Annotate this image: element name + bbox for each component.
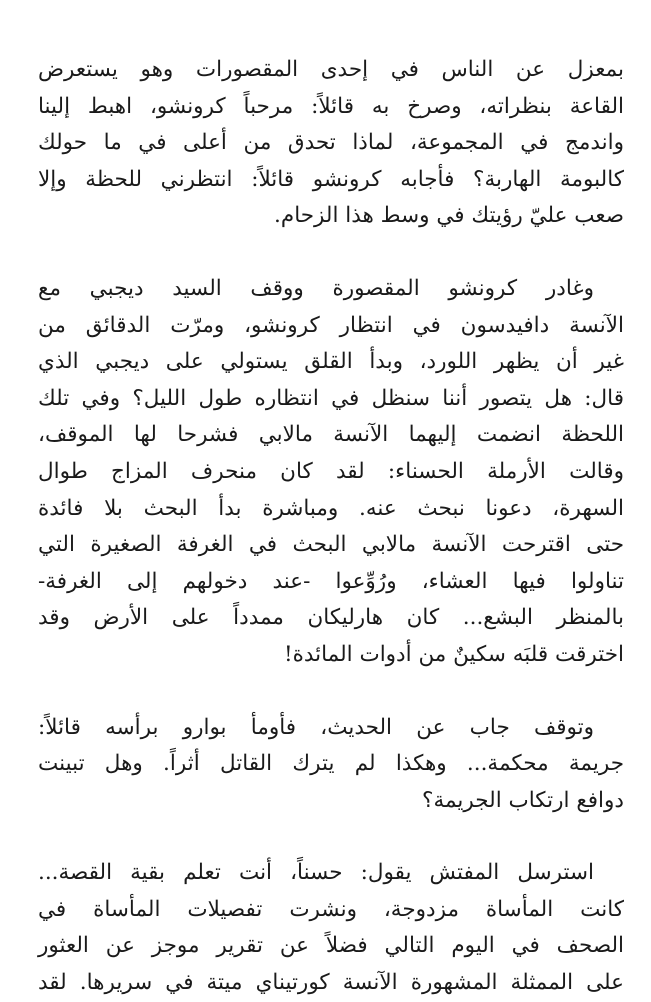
text-line: واندمج في المجموعة، لماذا تحدق من أعلى في ما حولك [38, 130, 624, 156]
text-line: الصحف في اليوم التالي فضلاً عن تقرير موجز عن العثور [38, 933, 624, 959]
paragraph-1 [38, 52, 624, 235]
text-line: وتوقف جاب عن الحديث، فأومأ بوارو برأسه قائلاً: [38, 714, 594, 740]
text-line: اخترقت قلبَه سكينٌ من أدوات المائدة! [283, 641, 624, 667]
text-line: القاعة بنظراته، وصرخ به قائلاً: مرحباً كرونشو، اهبط إلينا [38, 93, 624, 119]
paragraph-gap [38, 674, 624, 710]
text-line: بالمنظر البشع... كان هارليكان ممدداً على الأرض وقد [38, 605, 624, 631]
paragraph-gap [38, 235, 624, 271]
book-page [38, 52, 624, 1002]
text-line: بمعزل عن الناس في إحدى المقصورات وهو يستعرض [38, 57, 624, 82]
text-line: اللحظة انضمت إليهما الآنسة مالابي فشرحا لها الموقف، [38, 422, 624, 448]
text-line: وغادر كرونشو المقصورة ووقف السيد ديجبي مع [38, 275, 594, 301]
text-line: جريمة محكمة... وهكذا لم يترك القاتل أثراً. وهل تبينت [38, 751, 624, 777]
text-line: على الممثلة المشهورة الآنسة كورتيناي ميتة في سريرها. لقد [38, 970, 624, 996]
text-line: دوافع ارتكاب الجريمة؟ [422, 787, 624, 813]
paragraph-gap [38, 819, 624, 855]
text-line: حتى اقترحت الآنسة مالابي البحث في الغرفة الصغيرة التي [38, 532, 624, 558]
text-line: قال: هل يتصور أننا سنظل في انتظاره طول الليل؟ وفي تلك [38, 385, 624, 411]
text-line: السهرة، دعونا نبحث عنه. ومباشرة بدأ البحث بلا فائدة [38, 495, 624, 521]
text-line: غير أن يظهر اللورد، وبدأ القلق يستولي على ديجبي الذي [38, 349, 624, 375]
text-line: كانت المأساة مزدوجة، ونشرت تفصيلات المأساة في [38, 896, 624, 922]
text-line: صعب عليّ رؤيتك في وسط هذا الزحام. [274, 203, 624, 229]
text-line: تناولوا فيها العشاء، ورُوِّعوا -عند دخولهم إلى الغرفة- [38, 568, 624, 594]
text-line: كالبومة الهاربة؟ فأجابه كرونشو قائلاً: انتظرني للحظة وإلا [38, 166, 624, 192]
paragraph-2 [38, 271, 624, 674]
text-line: وقالت الأرملة الحسناء: لقد كان منحرف المزاج طوال [38, 458, 624, 484]
paragraph-4 [38, 855, 624, 1001]
paragraph-3 [38, 710, 624, 820]
text-line: الآنسة دافيدسون في انتظار كرونشو، ومرّت الدقائق من [38, 312, 624, 338]
text-line: استرسل المفتش يقول: حسناً، أنت تعلم بقية القصة... [38, 860, 594, 886]
